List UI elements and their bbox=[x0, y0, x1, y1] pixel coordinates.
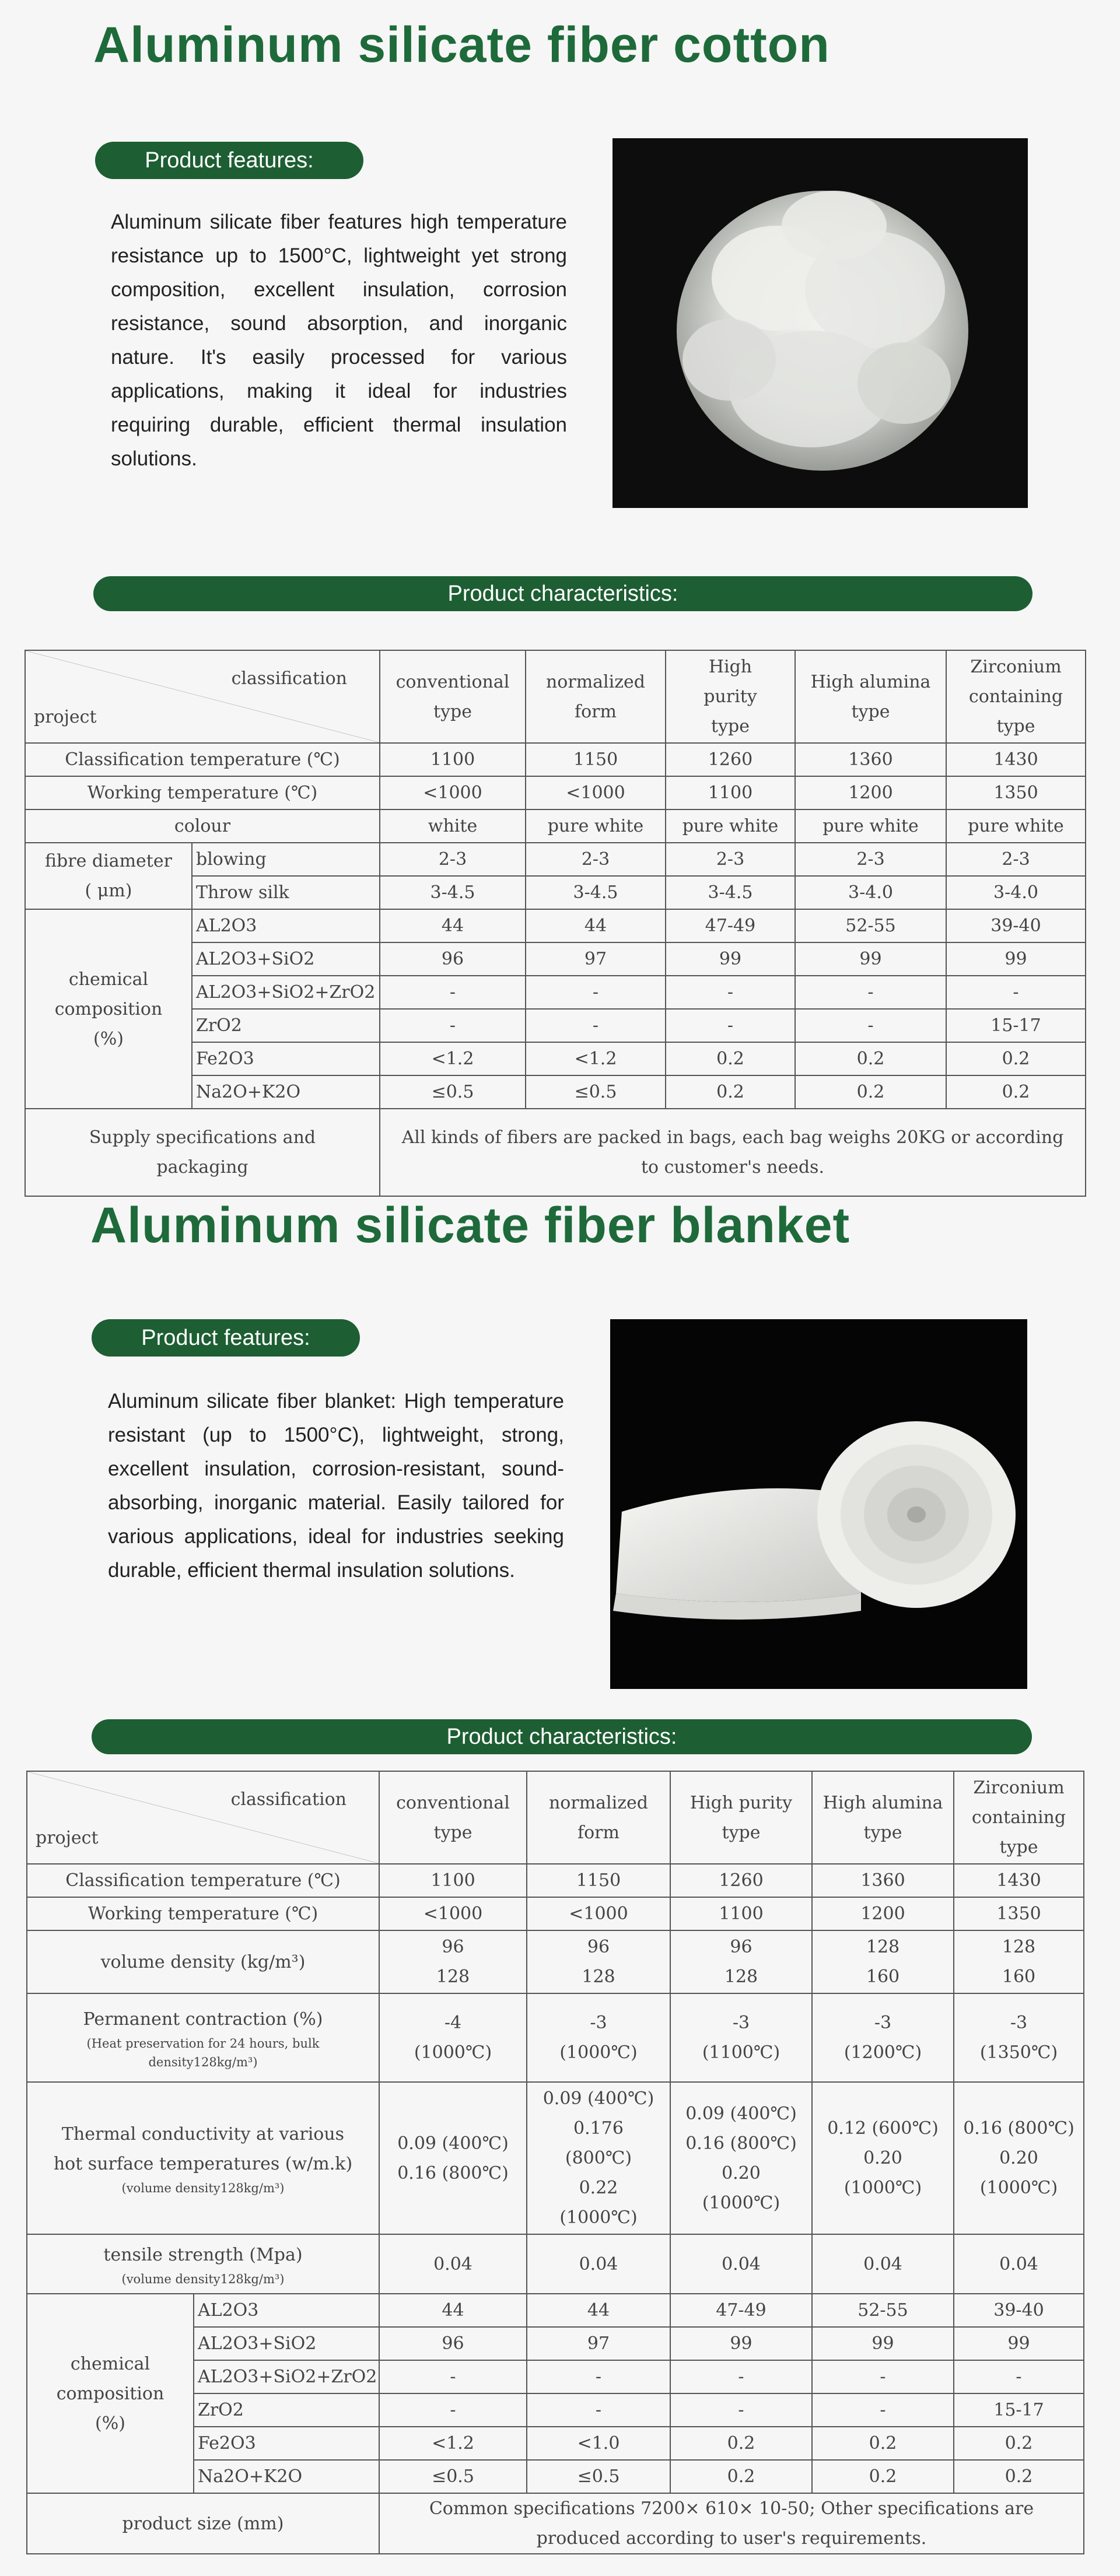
table-cell: 99 bbox=[946, 942, 1086, 976]
table-cell: 0.2 bbox=[795, 1075, 946, 1109]
table-cell: 15-17 bbox=[946, 1009, 1086, 1042]
column-header: Zirconium containing type bbox=[946, 650, 1086, 743]
table-cell: 44 bbox=[379, 2294, 527, 2327]
column-header: High alumina type bbox=[795, 650, 946, 743]
table-cell: 128 160 bbox=[954, 1930, 1084, 1993]
section1-features-pill: Product features: bbox=[95, 142, 363, 179]
table-cell: 99 bbox=[954, 2327, 1084, 2360]
product-size-value: Common specifications 7200× 610× 10-50; Other specifications are produced according to user's requirements. bbox=[379, 2493, 1084, 2554]
table-cell: <1000 bbox=[380, 776, 526, 809]
table-cell: 44 bbox=[527, 2294, 670, 2327]
table-cell: 0.2 bbox=[812, 2460, 954, 2493]
chemical-composition-label: chemical composition (%) bbox=[25, 909, 192, 1109]
table-cell: 2-3 bbox=[795, 843, 946, 876]
header-diagonal-cell bbox=[25, 650, 380, 743]
supply-label: Supply specifications and packaging bbox=[25, 1109, 380, 1196]
table-cell: -3 (1100℃) bbox=[670, 1993, 812, 2082]
supply-value: All kinds of fibers are packed in bags, each bag weighs 20KG or according to customer's needs. bbox=[380, 1109, 1086, 1196]
header-project: project bbox=[34, 707, 97, 727]
table-cell: 0.09 (400℃) 0.176 (800℃) 0.22 (1000℃) bbox=[527, 2082, 670, 2234]
table-cell: 1360 bbox=[795, 743, 946, 776]
table-cell: 97 bbox=[527, 2327, 670, 2360]
table-cell: 2-3 bbox=[380, 843, 526, 876]
blanket-roll-image bbox=[610, 1319, 1027, 1689]
table-cell: 0.2 bbox=[946, 1042, 1086, 1075]
table-cell: 0.2 bbox=[670, 2460, 812, 2493]
table-cell: white bbox=[380, 809, 526, 843]
table-cell: 96 128 bbox=[670, 1930, 812, 1993]
section1-characteristics-pill: Product characteristics: bbox=[93, 576, 1032, 611]
table-cell: 0.04 bbox=[379, 2234, 527, 2294]
column-header: conventional type bbox=[379, 1771, 527, 1864]
table-cell: 99 bbox=[795, 942, 946, 976]
header-project: project bbox=[36, 1828, 99, 1848]
table-row bbox=[27, 2234, 1084, 2294]
row-label: colour bbox=[25, 809, 380, 843]
table-cell: 3-4.0 bbox=[795, 876, 946, 909]
row-sublabel: AL2O3+SiO2+ZrO2 bbox=[192, 976, 380, 1009]
table-cell: - bbox=[379, 2393, 527, 2427]
table-cell: - bbox=[380, 976, 526, 1009]
table-cell: 44 bbox=[526, 909, 666, 942]
table-cell: - bbox=[670, 2360, 812, 2393]
thermal-conductivity-label: Thermal conductivity at various hot surface temperatures (w/m.k) (volume density128kg/m³) bbox=[27, 2082, 379, 2234]
table-cell: 1150 bbox=[526, 743, 666, 776]
table-cell: - bbox=[380, 1009, 526, 1042]
table-cell: 44 bbox=[380, 909, 526, 942]
table-cell: 99 bbox=[812, 2327, 954, 2360]
row-sublabel: Na2O+K2O bbox=[194, 2460, 379, 2493]
table-cell: pure white bbox=[946, 809, 1086, 843]
row-label: volume density (kg/m³) bbox=[27, 1930, 379, 1993]
row-label: Working temperature (℃) bbox=[25, 776, 380, 809]
table-row bbox=[27, 1993, 1084, 2082]
table-cell: 52-55 bbox=[795, 909, 946, 942]
table-cell: - bbox=[795, 1009, 946, 1042]
section2-title: Aluminum silicate fiber blanket bbox=[90, 1197, 850, 1253]
row-sublabel: Na2O+K2O bbox=[192, 1075, 380, 1109]
table-cell: 39-40 bbox=[954, 2294, 1084, 2327]
table-cell: - bbox=[666, 1009, 795, 1042]
table-cell: - bbox=[527, 2393, 670, 2427]
column-header: High alumina type bbox=[812, 1771, 954, 1864]
section2-description: Aluminum silicate fiber blanket: High temperature resistant (up to 1500°C), lightweight, strong, excellent insulation, corrosion-resistant, sound-absorbing, inorganic material. Easily tailored for various applications, ideal for industries seeking durable, efficient thermal insulation solutions. bbox=[108, 1390, 564, 1582]
table-header-row bbox=[25, 650, 1086, 743]
column-header: conventional type bbox=[380, 650, 526, 743]
row-sublabel: AL2O3 bbox=[192, 909, 380, 942]
row-sublabel: AL2O3+SiO2 bbox=[192, 942, 380, 976]
table-cell: 0.09 (400℃) 0.16 (800℃) 0.20 (1000℃) bbox=[670, 2082, 812, 2234]
table-cell: 0.09 (400℃) 0.16 (800℃) bbox=[379, 2082, 527, 2234]
table-cell: 1260 bbox=[670, 1864, 812, 1897]
section1-description: Aluminum silicate fiber features high temperature resistance up to 1500°C, lightweight yet strong composition, excellent insulation, corrosion resistance, sound absorption, and inorganic nature. It's easily processed for various applications, making it ideal for industries requiring durable, efficient thermal insulation solutions. bbox=[111, 211, 567, 470]
table-cell: 3-4.5 bbox=[666, 876, 795, 909]
table-cell: 0.2 bbox=[666, 1075, 795, 1109]
chemical-composition-label: chemical composition (%) bbox=[27, 2294, 194, 2493]
table-cell: 0.04 bbox=[527, 2234, 670, 2294]
table-cell: <1.2 bbox=[526, 1042, 666, 1075]
table-cell: 1430 bbox=[946, 743, 1086, 776]
row-label: Classification temperature (℃) bbox=[27, 1864, 379, 1897]
table-row bbox=[27, 2493, 1084, 2554]
table-cell: 3-4.0 bbox=[946, 876, 1086, 909]
fiber-cotton-photo bbox=[612, 138, 1028, 508]
table-cell: <1.2 bbox=[379, 2427, 527, 2460]
table-cell: 0.2 bbox=[946, 1075, 1086, 1109]
row-sublabel: Fe2O3 bbox=[194, 2427, 379, 2460]
table-cell: 47-49 bbox=[666, 909, 795, 942]
table-cell: 1350 bbox=[946, 776, 1086, 809]
table-cell: -3 (1350℃) bbox=[954, 1993, 1084, 2082]
table-cell: 1430 bbox=[954, 1864, 1084, 1897]
table-header-row bbox=[27, 1771, 1084, 1864]
table-cell: 0.04 bbox=[812, 2234, 954, 2294]
table-cell: - bbox=[670, 2393, 812, 2427]
table-cell: <1000 bbox=[379, 1897, 527, 1930]
row-sublabel: AL2O3 bbox=[194, 2294, 379, 2327]
table-cell: 3-4.5 bbox=[526, 876, 666, 909]
product-size-label: product size (mm) bbox=[27, 2493, 379, 2554]
table-row bbox=[25, 843, 1086, 876]
table-cell: 0.2 bbox=[812, 2427, 954, 2460]
table-cell: 1100 bbox=[379, 1864, 527, 1897]
header-diagonal-cell bbox=[27, 1771, 379, 1864]
column-header: High purity type bbox=[666, 650, 795, 743]
table-cell: - bbox=[666, 976, 795, 1009]
row-sublabel: Throw silk bbox=[192, 876, 380, 909]
row-sublabel: ZrO2 bbox=[194, 2393, 379, 2427]
table-cell: - bbox=[379, 2360, 527, 2393]
table-cell: 0.2 bbox=[795, 1042, 946, 1075]
table-cell: <1.0 bbox=[527, 2427, 670, 2460]
table-cell: 3-4.5 bbox=[380, 876, 526, 909]
table-cell: ≤0.5 bbox=[526, 1075, 666, 1109]
table-cell: 52-55 bbox=[812, 2294, 954, 2327]
table-cell: - bbox=[812, 2393, 954, 2427]
row-sublabel: Fe2O3 bbox=[192, 1042, 380, 1075]
table-row bbox=[27, 1930, 1084, 1993]
table-cell: 1350 bbox=[954, 1897, 1084, 1930]
table-cell: 0.2 bbox=[666, 1042, 795, 1075]
table-cell: - bbox=[812, 2360, 954, 2393]
table-cell: - bbox=[954, 2360, 1084, 2393]
section2-spec-table bbox=[26, 1771, 1084, 2554]
table-cell: ≤0.5 bbox=[527, 2460, 670, 2493]
table-cell: 0.2 bbox=[954, 2460, 1084, 2493]
tensile-strength-label: tensile strength (Mpa) (volume density128kg/m³) bbox=[27, 2234, 379, 2294]
table-cell: 96 bbox=[380, 942, 526, 976]
permanent-contraction-label: Permanent contraction (%) (Heat preservation for 24 hours, bulk density128kg/m³) bbox=[27, 1993, 379, 2082]
table-cell: 96 128 bbox=[527, 1930, 670, 1993]
table-cell: 128 160 bbox=[812, 1930, 954, 1993]
row-sublabel: AL2O3+SiO2 bbox=[194, 2327, 379, 2360]
table-cell: 99 bbox=[666, 942, 795, 976]
table-cell: 1260 bbox=[666, 743, 795, 776]
row-sublabel: AL2O3+SiO2+ZrO2 bbox=[194, 2360, 379, 2393]
table-cell: 2-3 bbox=[666, 843, 795, 876]
fiber-blanket-photo bbox=[610, 1319, 1027, 1689]
table-cell: -4 (1000℃) bbox=[379, 1993, 527, 2082]
table-cell: 0.2 bbox=[670, 2427, 812, 2460]
section1-title: Aluminum silicate fiber cotton bbox=[93, 17, 830, 73]
table-cell: 0.12 (600℃) 0.20 (1000℃) bbox=[812, 2082, 954, 2234]
table-cell: 97 bbox=[526, 942, 666, 976]
section2-features-pill: Product features: bbox=[92, 1319, 360, 1357]
table-cell: 1200 bbox=[795, 776, 946, 809]
table-cell: 0.2 bbox=[954, 2427, 1084, 2460]
table-cell: - bbox=[526, 976, 666, 1009]
table-cell: 96 bbox=[379, 2327, 527, 2360]
table-cell: ≤0.5 bbox=[380, 1075, 526, 1109]
table-cell: <1000 bbox=[527, 1897, 670, 1930]
section2-characteristics-pill: Product characteristics: bbox=[92, 1719, 1032, 1754]
table-cell: 2-3 bbox=[946, 843, 1086, 876]
header-classification: classification bbox=[230, 1789, 346, 1810]
table-cell: 15-17 bbox=[954, 2393, 1084, 2427]
table-cell: - bbox=[527, 2360, 670, 2393]
table-cell: 96 128 bbox=[379, 1930, 527, 1993]
row-sublabel: ZrO2 bbox=[192, 1009, 380, 1042]
column-header: normalized form bbox=[526, 650, 666, 743]
table-cell: -3 (1200℃) bbox=[812, 1993, 954, 2082]
table-cell: 1200 bbox=[812, 1897, 954, 1930]
table-cell: ≤0.5 bbox=[379, 2460, 527, 2493]
column-header: normalized form bbox=[527, 1771, 670, 1864]
section1-spec-table bbox=[24, 650, 1086, 1197]
cotton-fiber-image bbox=[612, 138, 1028, 508]
table-cell: 1360 bbox=[812, 1864, 954, 1897]
table-cell: pure white bbox=[526, 809, 666, 843]
table-cell: 1150 bbox=[527, 1864, 670, 1897]
table-cell: 0.04 bbox=[670, 2234, 812, 2294]
table-row bbox=[25, 809, 1086, 843]
table-cell: 1100 bbox=[670, 1897, 812, 1930]
table-row bbox=[25, 1109, 1086, 1196]
table-cell: 1100 bbox=[380, 743, 526, 776]
table-cell: <1.2 bbox=[380, 1042, 526, 1075]
table-cell: 1100 bbox=[666, 776, 795, 809]
table-row bbox=[27, 1864, 1084, 1897]
table-row bbox=[27, 1897, 1084, 1930]
table-cell: 99 bbox=[670, 2327, 812, 2360]
table-cell: <1000 bbox=[526, 776, 666, 809]
row-sublabel: blowing bbox=[192, 843, 380, 876]
column-header: Zirconium containing type bbox=[954, 1771, 1084, 1864]
table-cell: 0.16 (800℃) 0.20 (1000℃) bbox=[954, 2082, 1084, 2234]
table-row bbox=[27, 2294, 1084, 2327]
table-row bbox=[27, 2082, 1084, 2234]
table-cell: pure white bbox=[795, 809, 946, 843]
table-cell: -3 (1000℃) bbox=[527, 1993, 670, 2082]
table-cell: - bbox=[795, 976, 946, 1009]
column-header: High purity type bbox=[670, 1771, 812, 1864]
table-row bbox=[25, 909, 1086, 942]
table-cell: - bbox=[946, 976, 1086, 1009]
table-cell: 2-3 bbox=[526, 843, 666, 876]
row-label: Working temperature (℃) bbox=[27, 1897, 379, 1930]
table-cell: pure white bbox=[666, 809, 795, 843]
table-cell: 47-49 bbox=[670, 2294, 812, 2327]
row-label: Classification temperature (℃) bbox=[25, 743, 380, 776]
header-classification: classification bbox=[231, 668, 347, 689]
table-row bbox=[25, 776, 1086, 809]
table-cell: 39-40 bbox=[946, 909, 1086, 942]
table-cell: - bbox=[526, 1009, 666, 1042]
table-cell: 0.04 bbox=[954, 2234, 1084, 2294]
table-row bbox=[25, 743, 1086, 776]
fibre-diameter-label: fibre diameter ( μm) bbox=[25, 843, 192, 909]
